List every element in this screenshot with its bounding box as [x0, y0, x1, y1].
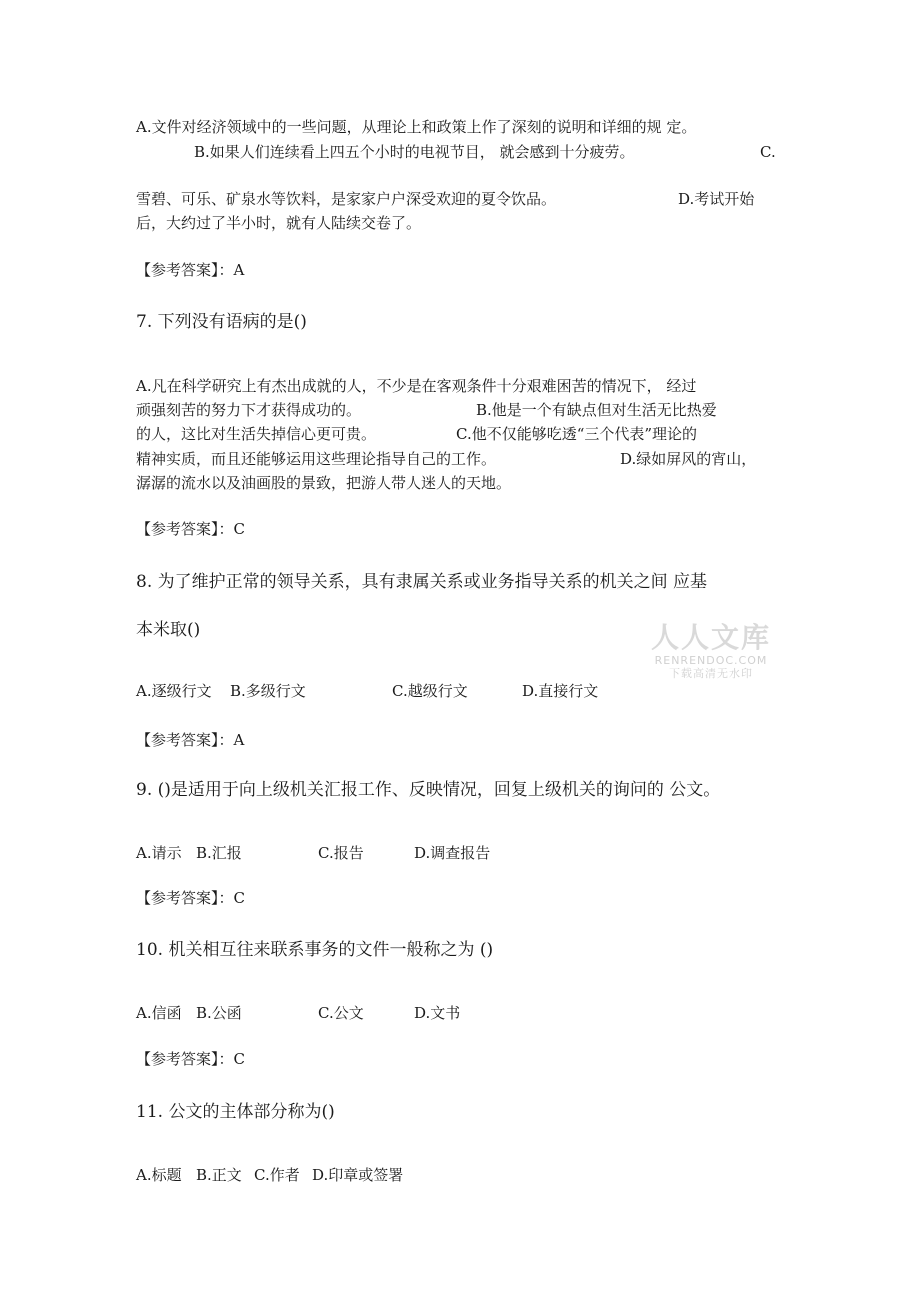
q11-option-b: B.正文 [196, 1166, 242, 1184]
watermark-title: 人人文库 [650, 621, 771, 654]
q6-option-c-text: 雪碧、可乐、矿泉水等饮料，是家家户户深受欢迎的夏令饮品。 [136, 190, 557, 208]
q7-option-c-start: C.他不仅能够吃透“三个代表”理论的 [456, 425, 698, 443]
q6-option-d-end: 后，大约过了半小时，就有人陆续交卷了。 [136, 214, 422, 232]
q7-option-a-line1: A.凡在科学研究上有杰出成就的人，不少是在客观条件十分艰难困苦的情况下， 经过 [136, 377, 697, 395]
q7-option-a-line2: 顽强刻苦的努力下才获得成功的。 [136, 401, 362, 419]
q7-option-b-start: B.他是一个有缺点但对生活无比热爱 [476, 401, 717, 419]
q8-option-b: B.多级行文 [230, 682, 306, 700]
q7-question: 7. 下列没有语病的是() [136, 312, 307, 332]
q6-option-d-start: D.考试开始 [678, 190, 755, 208]
q6-option-b: B.如果人们连续看上四五个小时的电视节目， 就会感到十分疲劳。 [194, 143, 635, 161]
q9-answer: 【参考答案】：C [136, 889, 245, 907]
q10-option-a: A.信函 [136, 1004, 182, 1022]
q7-option-c-end: 精神实质，而且还能够运用这些理论指导自己的工作。 [136, 450, 497, 468]
q6-option-a: A.文件对经济领域中的一些问题，从理论上和政策上作了深刻的说明和详细的规 定。 [136, 118, 697, 136]
q7-option-d-start: D.绿如屏风的宵山， [620, 450, 757, 468]
q10-option-c: C.公文 [318, 1004, 364, 1022]
q8-question-line1: 8. 为了维护正常的领导关系，具有隶属关系或业务指导关系的机关之间 应基 [136, 572, 708, 592]
q10-answer: 【参考答案】：C [136, 1050, 245, 1068]
q8-option-d: D.直接行文 [522, 682, 599, 700]
q10-question: 10. 机关相互往来联系事务的文件一般称之为 () [136, 940, 494, 960]
q7-answer: 【参考答案】：C [136, 520, 245, 538]
q9-question: 9. ()是适用于向上级机关汇报工作、反映情况，回复上级机关的询问的 公文。 [136, 780, 721, 800]
q9-option-d: D.调查报告 [414, 844, 491, 862]
watermark-logo [646, 622, 776, 680]
q9-option-a: A.请示 [136, 844, 182, 862]
watermark-domain: RENRENDOC.COM [654, 654, 768, 667]
q11-question: 11. 公文的主体部分称为() [136, 1102, 335, 1122]
q11-option-d: D.印章或签署 [312, 1166, 404, 1184]
q11-option-c: C.作者 [254, 1166, 300, 1184]
q8-answer: 【参考答案】：A [136, 731, 245, 749]
watermark-tagline: 下载高清无水印 [669, 667, 753, 680]
q9-option-b: B.汇报 [196, 844, 242, 862]
q10-option-b: B.公函 [196, 1004, 242, 1022]
q8-option-a: A.逐级行文 [136, 682, 212, 700]
q8-option-c: C.越级行文 [392, 682, 468, 700]
q10-option-d: D.文书 [414, 1004, 461, 1022]
q8-question-line2: 本米取() [136, 620, 201, 640]
q9-option-c: C.报告 [318, 844, 364, 862]
q6-option-c-label: C. [760, 143, 776, 161]
q7-option-b-end: 的人，这比对生活失掉信心更可贵。 [136, 425, 377, 443]
q6-answer: 【参考答案】：A [136, 261, 245, 279]
q11-option-a: A.标题 [136, 1166, 182, 1184]
q7-option-d-end: 潺潺的流水以及油画股的景致，把游人带人迷人的天地。 [136, 474, 512, 492]
